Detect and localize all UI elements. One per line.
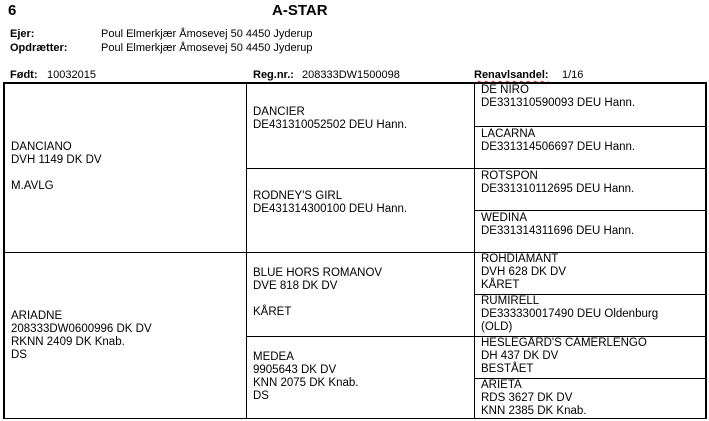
dam-dam-reg2: KNN 2075 DK Knab. — [253, 377, 359, 389]
renavl-value: 1/16 — [562, 69, 584, 81]
owner-value: Poul Elmerkjær Åmosevej 50 4450 Jyderup — [101, 28, 313, 40]
horse-name-title: A-STAR — [272, 2, 328, 19]
sss-cell — [474, 83, 706, 127]
sdd-reg: DE331314311696 DEU Hann. — [481, 225, 635, 237]
sire-sire-cell — [246, 83, 475, 169]
sire-reg: DVH 1149 DK DV — [11, 154, 102, 166]
renavl-label: Renavlsandel: — [474, 69, 549, 81]
sire-note: M.AVLG — [11, 180, 54, 192]
owner-label: Ejer: — [10, 28, 35, 40]
dam-reg2: RKNN 2409 DK Knab. — [11, 336, 125, 348]
reg-value: 208333DW1500098 — [302, 69, 400, 81]
dam-dam-note: DS — [253, 390, 269, 402]
sss-reg: DE331310590093 DEU Hann. — [481, 97, 636, 109]
sire-sire-reg: DE431310052502 DEU Hann. — [253, 119, 408, 131]
sds-name: ROTSPON — [481, 170, 538, 182]
sire-cell — [4, 83, 247, 253]
dam-dam-name: MEDEA — [253, 351, 294, 363]
sire-name: DANCIANO — [11, 141, 72, 153]
dds-note: BESTÅET — [481, 363, 534, 375]
dsd-note: (OLD) — [481, 321, 513, 333]
dam-dam-reg: 9905643 DK DV — [253, 364, 337, 376]
ssd-reg: DE331314506697 DEU Hann. — [481, 141, 636, 153]
ssd-cell — [474, 126, 706, 169]
pedigree-table — [3, 82, 707, 419]
dam-dam-cell — [246, 336, 475, 419]
dss-cell — [474, 252, 706, 295]
sire-sire-name: DANCIER — [253, 106, 305, 118]
dam-reg: 208333DW0600996 DK DV — [11, 323, 152, 335]
dss-note: KÅRET — [481, 279, 520, 291]
sire-dam-name: RODNEY'S GIRL — [253, 190, 343, 202]
dss-reg: DVH 628 DK DV — [481, 266, 567, 278]
sire-dam-cell — [246, 168, 475, 253]
dss-name: ROHDIAMANT — [481, 253, 559, 265]
sire-dam-reg: DE431314300100 DEU Hann. — [253, 203, 408, 215]
dds-reg: DH 437 DK DV — [481, 350, 559, 362]
dam-sire-cell — [246, 252, 475, 337]
sss-name: DE NIRO — [481, 84, 529, 96]
reg-label: Reg.nr.: — [253, 69, 294, 81]
dds-name: HESLEGÅRD'S CAMERLENGO — [481, 337, 647, 349]
ddd-reg: RDS 3627 DK DV — [481, 392, 573, 404]
sds-cell — [474, 168, 706, 211]
dsd-cell — [474, 294, 706, 337]
sdd-cell — [474, 210, 706, 253]
sds-reg: DE331310112695 DEU Hann. — [481, 183, 635, 195]
horse-number: 6 — [8, 2, 17, 19]
dsd-name: RUMIRELL — [481, 295, 540, 307]
born-label: Født: — [10, 69, 38, 81]
ddd-reg2: KNN 2385 DK Knab. — [481, 405, 587, 417]
ddd-name: ARIETA — [481, 379, 522, 391]
dam-cell — [4, 252, 247, 419]
ssd-name: LACARNA — [481, 128, 536, 140]
dsd-reg: DE333330017490 DEU Oldenburg — [481, 308, 659, 320]
dam-name: ARIADNE — [11, 310, 63, 322]
dam-sire-note: KÅRET — [253, 306, 292, 318]
sdd-name: WEDINA — [481, 212, 527, 224]
born-value: 10032015 — [47, 69, 96, 81]
breeder-value: Poul Elmerkjær Åmosevej 50 4450 Jyderup — [101, 42, 313, 54]
dam-sire-name: BLUE HORS ROMANOV — [253, 267, 383, 279]
dam-note: DS — [11, 349, 27, 361]
breeder-label: Opdrætter: — [10, 42, 68, 54]
dam-sire-reg: DVE 818 DK DV — [253, 280, 338, 292]
ddd-cell — [474, 378, 706, 419]
dds-cell — [474, 336, 706, 379]
